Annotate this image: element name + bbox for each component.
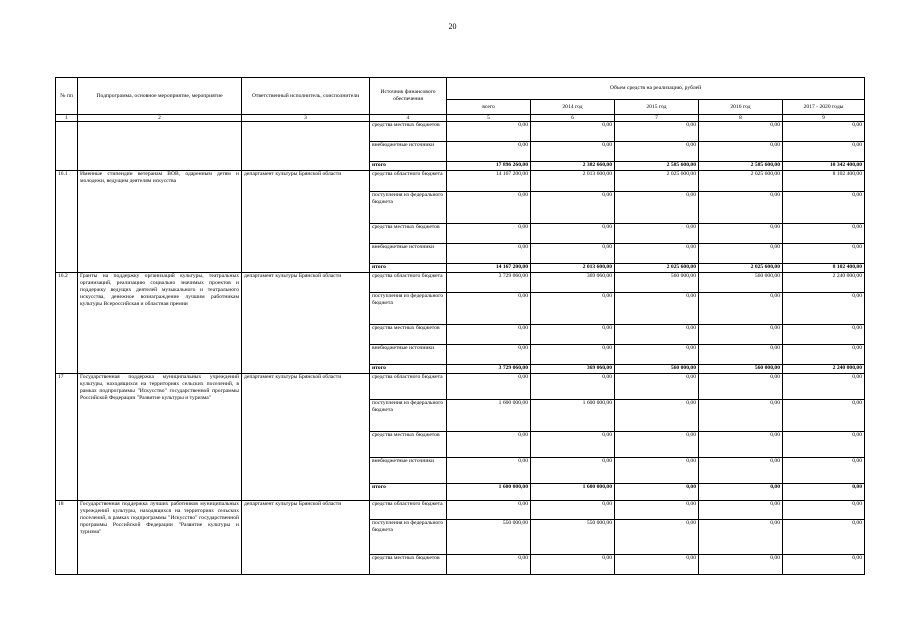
- row-source: итого: [370, 484, 447, 501]
- row-source: средства местных бюджетов: [370, 432, 447, 458]
- cell-2017-2020: 0,00: [783, 345, 865, 365]
- column-number: 8: [699, 115, 783, 122]
- cell-total: 0,00: [447, 325, 531, 345]
- cell-2017-2020: 0,00: [783, 142, 865, 162]
- cell-2014: 0,00: [531, 555, 615, 575]
- cell-2017-2020: 2 240 000,00: [783, 365, 865, 374]
- cell-2015: 0,00: [615, 244, 699, 264]
- cell-2014: 0,00: [531, 374, 615, 400]
- row-source: внебюджетные источники: [370, 458, 447, 484]
- cell-2015: 560 000,00: [615, 365, 699, 374]
- cell-2014: 0,00: [531, 325, 615, 345]
- cell-2017-2020: 10 342 400,00: [783, 162, 865, 171]
- budget-table: [55, 77, 865, 575]
- cell-2014: 1 600 000,00: [531, 484, 615, 501]
- cell-2014: 0,00: [531, 345, 615, 365]
- cell-2017-2020: 0,00: [783, 224, 865, 244]
- cell-2017-2020: 0,00: [783, 374, 865, 400]
- cell-total: 0,00: [447, 192, 531, 224]
- cell-2014: 0,00: [531, 122, 615, 142]
- cell-2014: 0,00: [531, 501, 615, 520]
- row-source: внебюджетные источники: [370, 345, 447, 365]
- cell-total: 17 896 260,00: [447, 162, 531, 171]
- cell-total: 0,00: [447, 432, 531, 458]
- cell-2016: 0,00: [699, 224, 783, 244]
- cell-2015: 0,00: [615, 142, 699, 162]
- column-number: 4: [370, 115, 447, 122]
- row-responsible: департамент культуры Брянской области: [242, 273, 370, 374]
- header-year-2014: 2014 год: [531, 100, 615, 115]
- cell-2016: 0,00: [699, 432, 783, 458]
- cell-total: 0,00: [447, 458, 531, 484]
- row-source: средства областного бюджета: [370, 273, 447, 293]
- row-program: Государственная поддержка муниципальных учреждений культуры, находящихся на территориях сельских поселений, в рамках подпрограммы "Искусство" государственной программы Российской Федерации "Развитие культуры и туризма": [78, 374, 242, 501]
- cell-2015: 2 025 600,00: [615, 264, 699, 273]
- row-program: Гранты на поддержку организаций культуры, театральных организаций, реализацию социально значимых проектов и поддержку ведущих деятелей музыкального и театрального искусства, денежное вознаграждение лучшим работникам культуры Всероссийская и областная премии: [78, 273, 242, 374]
- cell-2015: 2 585 600,00: [615, 162, 699, 171]
- cell-total: 14 167 200,00: [447, 264, 531, 273]
- row-source: итого: [370, 365, 447, 374]
- cell-2017-2020: 0,00: [783, 501, 865, 520]
- cell-2015: 0,00: [615, 555, 699, 575]
- cell-2015: 0,00: [615, 345, 699, 365]
- column-number: 3: [242, 115, 370, 122]
- row-source: поступления из федерального бюджета: [370, 293, 447, 325]
- header-volume: Объем средств на реализацию, рублей: [447, 78, 865, 100]
- cell-2017-2020: 0,00: [783, 325, 865, 345]
- header-year-2015: 2015 год: [615, 100, 699, 115]
- cell-2015: 0,00: [615, 293, 699, 325]
- cell-2014: 2 382 660,00: [531, 162, 615, 171]
- table-body: [56, 122, 865, 575]
- cell-2015: 0,00: [615, 501, 699, 520]
- cell-2016: 0,00: [699, 520, 783, 555]
- cell-total: 1 600 000,00: [447, 400, 531, 432]
- cell-2017-2020: 0,00: [783, 244, 865, 264]
- row-number: [56, 122, 78, 171]
- row-number: 18: [56, 501, 78, 575]
- table-row: [56, 374, 865, 400]
- row-source: средства областного бюджета: [370, 501, 447, 520]
- cell-2017-2020: 0,00: [783, 192, 865, 224]
- cell-2016: 0,00: [699, 458, 783, 484]
- cell-2014: 0,00: [531, 192, 615, 224]
- row-source: поступления из федерального бюджета: [370, 400, 447, 432]
- cell-2016: 0,00: [699, 555, 783, 575]
- row-source: поступления из федерального бюджета: [370, 520, 447, 555]
- cell-total: 0,00: [447, 555, 531, 575]
- cell-2017-2020: 8 102 400,00: [783, 171, 865, 192]
- cell-2016: 0,00: [699, 374, 783, 400]
- cell-total: 3 729 060,00: [447, 365, 531, 374]
- column-number: 6: [531, 115, 615, 122]
- row-responsible: департамент культуры Брянской области: [242, 501, 370, 575]
- row-source: внебюджетные источники: [370, 142, 447, 162]
- cell-2014: 0,00: [531, 142, 615, 162]
- cell-2014: 2 013 600,00: [531, 264, 615, 273]
- cell-2015: 0,00: [615, 458, 699, 484]
- row-number: 16.2: [56, 273, 78, 374]
- cell-total: 1 600 000,00: [447, 484, 531, 501]
- cell-total: 0,00: [447, 345, 531, 365]
- row-responsible: [242, 122, 370, 171]
- cell-total: 0,00: [447, 122, 531, 142]
- page-number: 20: [448, 22, 457, 31]
- cell-total: 14 167 200,00: [447, 171, 531, 192]
- cell-2016: 0,00: [699, 122, 783, 142]
- cell-total: 0,00: [447, 224, 531, 244]
- row-number: 17: [56, 374, 78, 501]
- cell-2016: 560 000,00: [699, 273, 783, 293]
- cell-2015: 0,00: [615, 374, 699, 400]
- row-program: Государственная поддержка лучших работников муниципальных учреждений культуры, находящихся на территориях сельских поселений, в рамках подпрограммы "Искусство" государственной программы Российской Федерации "Развитие культуры и туризма": [78, 501, 242, 575]
- cell-total: 3 729 060,00: [447, 273, 531, 293]
- row-source: средства областного бюджета: [370, 171, 447, 192]
- row-responsible: департамент культуры Брянской области: [242, 171, 370, 273]
- cell-2017-2020: 0,00: [783, 458, 865, 484]
- column-number: 7: [615, 115, 699, 122]
- cell-2015: 0,00: [615, 192, 699, 224]
- cell-total: 0,00: [447, 501, 531, 520]
- cell-2015: 0,00: [615, 484, 699, 501]
- cell-2014: 1 600 000,00: [531, 400, 615, 432]
- cell-2014: 2 013 600,00: [531, 171, 615, 192]
- header-responsible: Ответственный исполнитель, соисполнители: [242, 78, 370, 115]
- row-source: средства местных бюджетов: [370, 122, 447, 142]
- cell-2016: 0,00: [699, 244, 783, 264]
- cell-2016: 0,00: [699, 484, 783, 501]
- cell-2017-2020: 8 102 400,00: [783, 264, 865, 273]
- cell-2017-2020: 0,00: [783, 432, 865, 458]
- cell-total: 550 000,00: [447, 520, 531, 555]
- cell-2017-2020: 0,00: [783, 520, 865, 555]
- cell-2014: 0,00: [531, 293, 615, 325]
- cell-2015: 0,00: [615, 224, 699, 244]
- cell-2016: 560 000,00: [699, 365, 783, 374]
- cell-2016: 0,00: [699, 501, 783, 520]
- cell-2014: 550 000,00: [531, 520, 615, 555]
- row-source: итого: [370, 162, 447, 171]
- cell-2016: 0,00: [699, 400, 783, 432]
- row-program: Именные стипендии ветеранам ВОВ, одаренным детям и молодежи, ведущим деятелям искусства: [78, 171, 242, 273]
- row-source: поступления из федерального бюджета: [370, 192, 447, 224]
- row-source: итого: [370, 264, 447, 273]
- column-number-row: [56, 115, 865, 122]
- cell-2017-2020: 0,00: [783, 293, 865, 325]
- cell-2017-2020: 0,00: [783, 122, 865, 142]
- cell-2014: 0,00: [531, 244, 615, 264]
- row-number: 16.1: [56, 171, 78, 273]
- column-number: 5: [447, 115, 531, 122]
- row-source: средства местных бюджетов: [370, 555, 447, 575]
- cell-2017-2020: 2 240 000,00: [783, 273, 865, 293]
- column-number: 2: [78, 115, 242, 122]
- header-source: Источник финансового обеспечения: [370, 78, 447, 115]
- table-row: [56, 171, 865, 192]
- cell-total: 0,00: [447, 142, 531, 162]
- header-years-2017-2020: 2017 - 2020 годы: [783, 100, 865, 115]
- column-number: 9: [783, 115, 865, 122]
- header-program: Подпрограмма, основное мероприятие, мероприятие: [78, 78, 242, 115]
- cell-2015: 0,00: [615, 520, 699, 555]
- header-number: № пп: [56, 78, 78, 115]
- cell-total: 0,00: [447, 374, 531, 400]
- header-year-2016: 2016 год: [699, 100, 783, 115]
- cell-2016: 0,00: [699, 325, 783, 345]
- cell-2015: 0,00: [615, 432, 699, 458]
- cell-2014: 0,00: [531, 432, 615, 458]
- cell-2017-2020: 0,00: [783, 484, 865, 501]
- cell-2017-2020: 0,00: [783, 400, 865, 432]
- row-source: средства местных бюджетов: [370, 325, 447, 345]
- row-responsible: департамент культуры Брянской области: [242, 374, 370, 501]
- cell-2016: 0,00: [699, 192, 783, 224]
- header-total: всего: [447, 100, 531, 115]
- cell-2016: 0,00: [699, 142, 783, 162]
- column-number: 1: [56, 115, 78, 122]
- cell-2015: 560 000,00: [615, 273, 699, 293]
- cell-2016: 0,00: [699, 345, 783, 365]
- table-row: [56, 122, 865, 142]
- cell-2015: 2 025 600,00: [615, 171, 699, 192]
- cell-2017-2020: 0,00: [783, 555, 865, 575]
- cell-total: 0,00: [447, 244, 531, 264]
- cell-2014: 0,00: [531, 224, 615, 244]
- table-row: [56, 273, 865, 293]
- cell-2015: 0,00: [615, 400, 699, 432]
- row-program: [78, 122, 242, 171]
- row-source: внебюджетные источники: [370, 244, 447, 264]
- row-source: средства областного бюджета: [370, 374, 447, 400]
- cell-2015: 0,00: [615, 122, 699, 142]
- cell-2016: 2 585 600,00: [699, 162, 783, 171]
- cell-2014: 369 060,00: [531, 273, 615, 293]
- row-source: средства местных бюджетов: [370, 224, 447, 244]
- cell-2015: 0,00: [615, 325, 699, 345]
- table-row: [56, 501, 865, 520]
- cell-2016: 2 025 600,00: [699, 171, 783, 192]
- cell-total: 0,00: [447, 293, 531, 325]
- cell-2014: 0,00: [531, 458, 615, 484]
- cell-2014: 369 060,00: [531, 365, 615, 374]
- cell-2016: 0,00: [699, 293, 783, 325]
- cell-2016: 2 025 600,00: [699, 264, 783, 273]
